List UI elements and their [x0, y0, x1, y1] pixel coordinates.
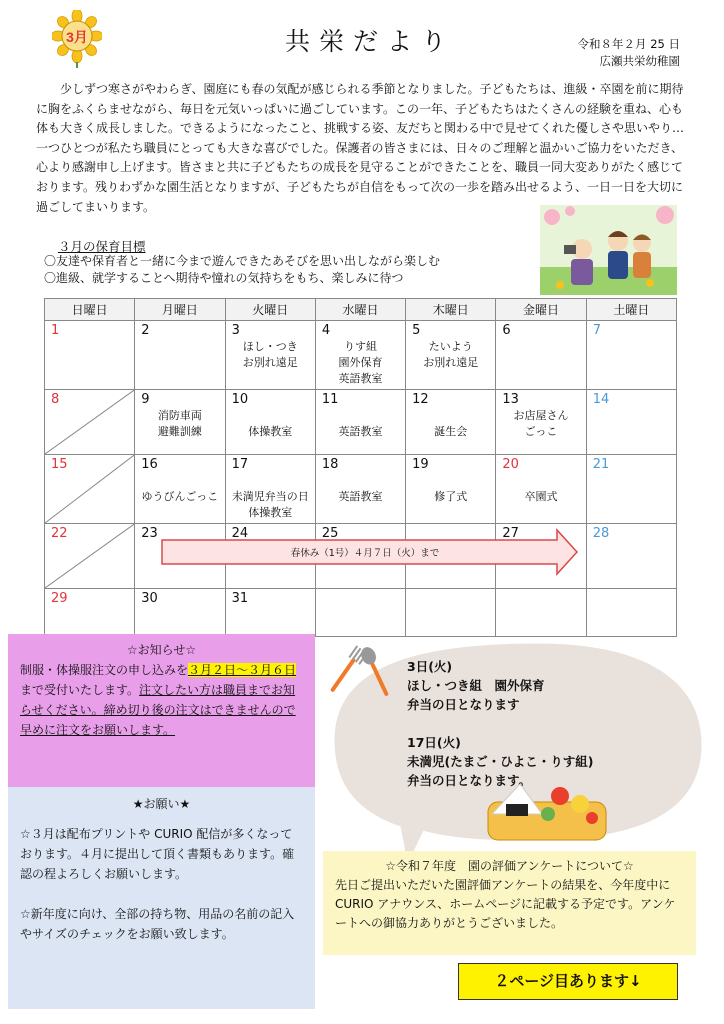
lunch-notice	[407, 657, 637, 790]
lunch-line: ほし・つき組 園外保育	[407, 678, 545, 693]
notice-text: 制服・体操服注文の申し込みを	[20, 663, 189, 677]
day-number: 3	[231, 323, 240, 338]
calendar-day-cell	[315, 321, 405, 390]
day-number: 22	[51, 526, 68, 541]
calendar-event: 消防車両	[157, 409, 202, 422]
calendar-day-cell	[135, 455, 225, 524]
notice-title: ☆お知らせ☆	[126, 643, 197, 657]
day-number: 10	[231, 392, 249, 407]
calendar-day-cell	[135, 321, 225, 390]
day-number: 13	[502, 392, 519, 407]
weekday-header: 木曜日	[406, 299, 496, 321]
calendar-event	[322, 473, 399, 489]
day-number: 27	[502, 526, 519, 541]
day-number: 2	[141, 323, 150, 338]
calendar-event	[502, 473, 579, 489]
day-number: 15	[51, 457, 68, 472]
calendar-day-cell	[496, 321, 586, 390]
calendar-event: 園外保育	[338, 356, 383, 369]
lunch-line: 未満児(たまご・ひよこ・りす組)	[407, 754, 594, 769]
calendar-day-cell	[45, 390, 135, 455]
weekday-header: 日曜日	[45, 299, 135, 321]
request-box	[8, 787, 315, 1009]
cell-diagonal-line	[45, 455, 134, 523]
day-number: 11	[321, 392, 339, 407]
calendar-week-row	[45, 390, 677, 455]
day-number: 19	[412, 457, 429, 472]
cell-diagonal-line	[45, 524, 134, 588]
day-number: 21	[592, 457, 610, 472]
calendar-day-cell	[496, 455, 586, 524]
calendar-day-cell	[315, 455, 405, 524]
calendar-event: お別れ遠足	[242, 356, 298, 369]
survey-title: ☆令和７年度 園の評価アンケートについて☆	[385, 859, 634, 873]
calendar-event: 英語教室	[338, 490, 383, 503]
header-meta	[548, 36, 680, 70]
weekday-header: 土曜日	[586, 299, 676, 321]
calendar-event: お店屋さん	[513, 409, 569, 422]
goal-item: 〇友達や保育者と一緒に今まで遊んできたあそびを思い出しながら楽しむ	[44, 254, 441, 268]
calendar-day-cell	[45, 524, 135, 589]
calendar-day-cell	[225, 390, 315, 455]
calendar-day-cell	[586, 589, 676, 637]
calendar-event: 未満児弁当の日	[231, 490, 309, 503]
calendar-day-cell	[45, 589, 135, 637]
calendar-day-cell	[496, 589, 586, 637]
request-item: ☆３月は配布プリントや CURIO 配信が多くなっております。４月に提出して頂く書類もあります。確認の程よろしくお願いします。	[20, 827, 295, 881]
calendar-day-cell	[45, 321, 135, 390]
calendar-day-cell	[135, 390, 225, 455]
survey-box	[323, 851, 696, 955]
calendar-day-cell	[225, 589, 315, 637]
calendar-week-row	[45, 589, 677, 637]
day-number: 6	[502, 323, 511, 338]
calendar-event	[141, 473, 218, 489]
calendar-event: ごっこ	[524, 425, 558, 438]
calendar-day-cell	[586, 321, 676, 390]
weekday-header: 月曜日	[135, 299, 225, 321]
calendar-event	[232, 473, 309, 489]
notice-text: まで受付いたします。	[20, 683, 140, 697]
calendar-day-cell	[315, 390, 405, 455]
calendar-week-row	[45, 321, 677, 390]
monthly-calendar	[44, 298, 677, 637]
calendar-event	[412, 408, 489, 424]
lunch-line: 17日(火)	[407, 735, 461, 750]
day-number: 31	[231, 591, 249, 606]
day-number: 20	[502, 457, 519, 472]
bento-icon	[480, 774, 610, 842]
calendar-day-cell	[586, 455, 676, 524]
calendar-event	[322, 408, 399, 424]
day-number: 14	[592, 392, 610, 407]
day-number: 4	[321, 323, 331, 338]
calendar-day-cell	[45, 455, 135, 524]
calendar-event: たいよう	[428, 340, 473, 353]
request-item: ☆新年度に向け、全部の持ち物、用品の名前の記入やサイズのチェックをお願い致します。	[20, 907, 295, 941]
calendar-event: 卒園式	[524, 490, 558, 503]
calendar-day-cell	[315, 589, 405, 637]
calendar-event: 誕生会	[434, 425, 468, 438]
calendar-day-cell	[406, 589, 496, 637]
day-number: 16	[141, 457, 158, 472]
day-number: 24	[231, 526, 249, 541]
calendar-day-cell	[406, 390, 496, 455]
calendar-event: りす組	[343, 340, 377, 353]
goals-heading: ３月の保育目標	[58, 239, 146, 254]
next-page-notice: ２ページ目あります↓	[458, 963, 678, 1000]
calendar-day-cell	[406, 455, 496, 524]
weekday-header: 金曜日	[496, 299, 586, 321]
sunflower-badge-icon	[52, 10, 102, 68]
fork-spoon-icon	[325, 644, 397, 702]
day-number: 7	[592, 323, 601, 338]
day-number: 30	[141, 591, 158, 606]
day-number: 23	[141, 526, 158, 541]
day-number: 28	[592, 526, 610, 541]
day-number: 12	[412, 392, 429, 407]
notice-box	[8, 634, 315, 787]
day-number: 5	[412, 323, 421, 338]
calendar-event: ゆうびんごっこ	[141, 490, 219, 503]
school-name: 広瀬共栄幼稚園	[599, 54, 680, 68]
intro-paragraph: 少しずつ寒さがやわらぎ、園庭にも春の気配が感じられる季節となりました。子どもたちは、進級・卒園を前に期待に胸をふくらませながら、毎日を元気いっぱいに過ごしています。この一年、子どもたちはたくさんの経験を重ね、心も体も大きく成長しました。できるようになったこと、挑戦する姿、友だちと関わる中で見せてくれた優しさや思いやり…一つひとつが私たち職員にとっても大きな喜びでした。保護者の皆さまには、日々のご理解と温かいご協力をいただき、心より感謝申し上げます。皆さまと共に子どもたちの成長を見守ることができたことを、職員一同大変ありがたく感じております。残りわずかな園生活となりますが、子どもたちが自信をもって次の一歩を踏み出せるよう、一日一日を大切に過ごしてまいります。	[36, 82, 685, 214]
calendar-event: ほし・つき	[242, 340, 298, 353]
goal-item: 〇進級、就学することへ期待や憧れの気持ちをもち、楽しみに待つ	[44, 271, 404, 285]
cell-diagonal-line	[45, 390, 134, 454]
lunch-line: 弁当の日となります。	[407, 773, 532, 788]
weekday-header: 水曜日	[315, 299, 405, 321]
calendar-day-cell	[586, 524, 676, 589]
notice-deadline: ３月２日～３月６日	[188, 663, 297, 677]
calendar-day-cell	[225, 455, 315, 524]
notice-warning: 注文したい方は職員までお知らせください。締め切り後の注文はできませんので早めに注文をお願いします。	[20, 683, 296, 737]
issue-date: 令和８年２月 25 日	[577, 37, 680, 51]
calendar-event: お別れ遠足	[423, 356, 479, 369]
lunch-line: 弁当の日となります	[407, 697, 520, 712]
day-number: 25	[321, 526, 339, 541]
calendar-day-cell	[225, 321, 315, 390]
calendar-week-row	[45, 455, 677, 524]
day-number: 29	[51, 591, 68, 606]
day-number: 1	[51, 323, 60, 338]
notice-body	[20, 660, 303, 740]
calendar-header-row	[45, 299, 677, 321]
calendar-event: 修了式	[434, 490, 468, 503]
calendar-event	[232, 408, 309, 424]
day-number: 9	[141, 392, 150, 407]
lunch-line: 3日(火)	[407, 659, 453, 674]
request-title: ★お願い★	[132, 797, 191, 811]
calendar-event: 避難訓練	[157, 425, 202, 438]
day-number: 18	[321, 457, 339, 472]
spring-break-label: 春休み（1号）４月７日（火）まで	[290, 548, 440, 559]
graduation-scene-illustration	[540, 205, 677, 295]
survey-body: 先日ご提出いただいた園評価アンケートの結果を、今年度中に CURIO アナウンス、ホームページに記載する予定です。アンケートへの御協力ありがとうございました。	[335, 878, 676, 930]
calendar-event: 英語教室	[338, 425, 383, 438]
calendar-day-cell	[586, 390, 676, 455]
weekday-header: 火曜日	[225, 299, 315, 321]
calendar-day-cell	[406, 321, 496, 390]
page-title: 共栄だより	[284, 27, 455, 56]
day-number: 8	[51, 392, 60, 407]
calendar-event: 英語教室	[338, 372, 383, 385]
calendar-day-cell	[496, 390, 586, 455]
calendar-event	[412, 473, 489, 489]
calendar-event: 体操教室	[248, 425, 293, 438]
calendar-day-cell	[135, 589, 225, 637]
svg-text:3月: 3月	[66, 29, 88, 45]
calendar-event: 体操教室	[248, 506, 293, 519]
day-number: 17	[231, 457, 249, 472]
